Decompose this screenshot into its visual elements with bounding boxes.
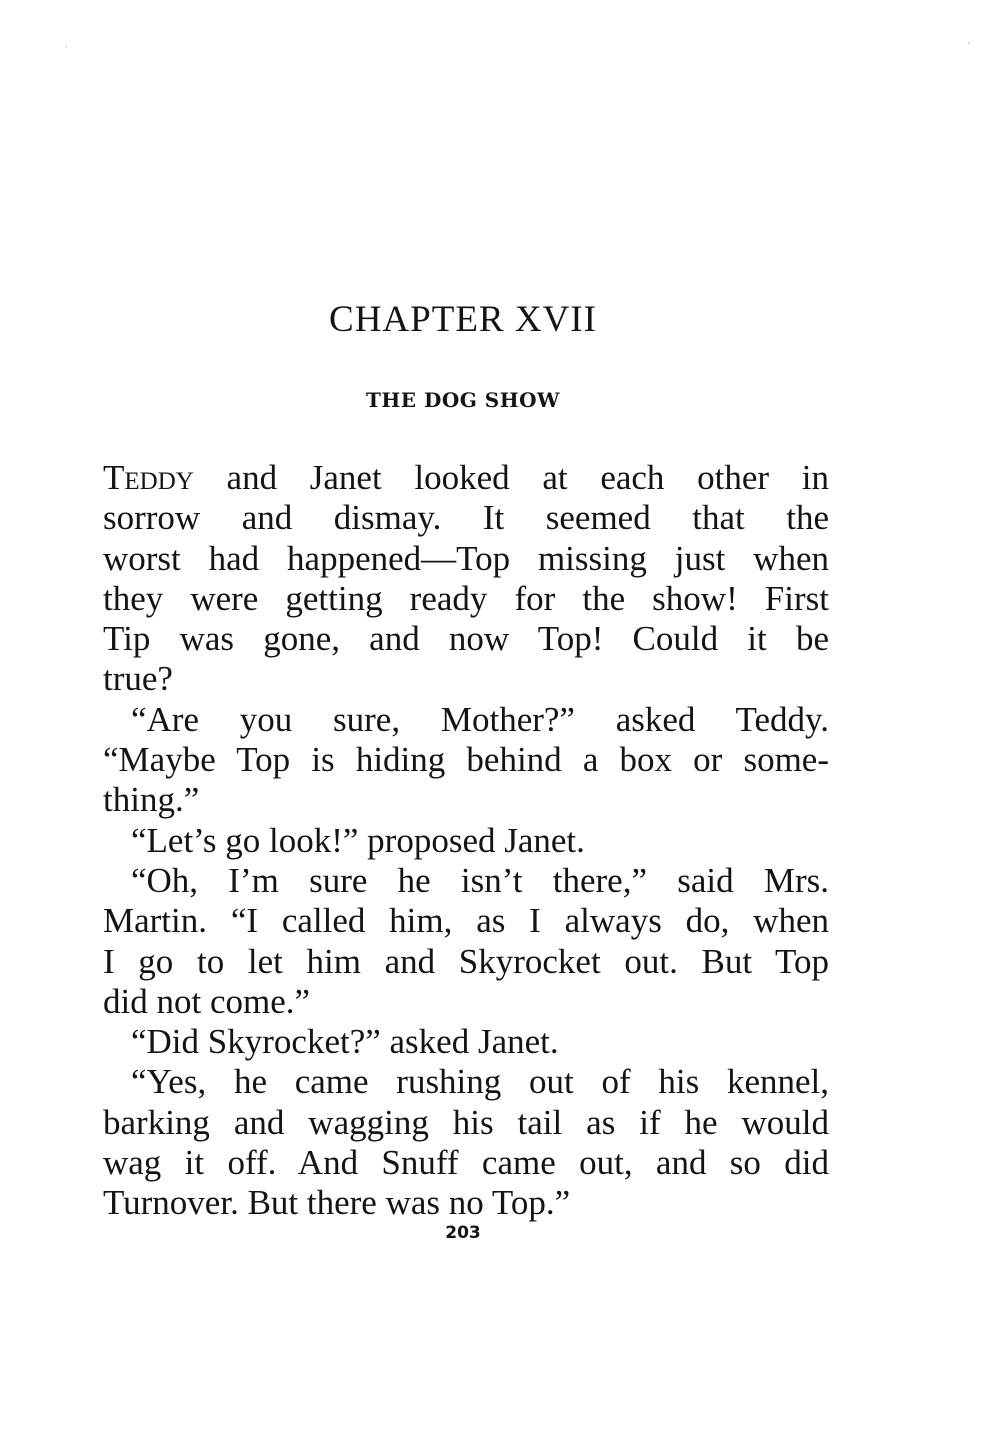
- text-line: true?: [103, 659, 173, 699]
- chapter-subtitle: THE DOG SHOW: [365, 388, 561, 412]
- text-line: sorrow and dismay. It seemed that the: [103, 498, 829, 538]
- text-line: Martin. “I called him, as I always do, when: [103, 901, 829, 941]
- scan-speck: [66, 46, 67, 47]
- text-line: “Did Skyrocket?” asked Janet.: [131, 1022, 559, 1062]
- text-line: “Let’s go look!” proposed Janet.: [131, 820, 585, 860]
- text-line: I go to let him and Skyrocket out. But Top: [103, 941, 829, 981]
- chapter-heading: CHAPTER XVII: [329, 299, 597, 340]
- body-text: [103, 458, 829, 1224]
- text-line: wag it off. And Snuff came out, and so did: [103, 1143, 829, 1183]
- opening-word: Teddy: [103, 458, 194, 497]
- text-line: barking and wagging his tail as if he would: [103, 1102, 829, 1142]
- text-line: did not come.”: [103, 981, 311, 1021]
- text-line: “Yes, he came rushing out of his kennel,: [131, 1062, 829, 1102]
- text-line: worst had happened—Top missing just when: [103, 538, 829, 578]
- text-line: Tip was gone, and now Top! Could it be: [103, 619, 829, 659]
- text-line: “Oh, I’m sure he isn’t there,” said Mrs.: [131, 860, 829, 900]
- text-line: Teddy and Janet looked at each other in: [103, 458, 829, 497]
- text-line: they were getting ready for the show! First: [103, 578, 829, 618]
- text-line: Turnover. But there was no Top.”: [103, 1183, 571, 1223]
- text-line: “Are you sure, Mother?” asked Teddy.: [131, 699, 829, 739]
- text-line: thing.”: [103, 780, 200, 820]
- page-number: 203: [445, 1223, 481, 1243]
- text-line: “Maybe Top is hiding behind a box or some-: [103, 740, 829, 780]
- scan-speck: [968, 43, 969, 44]
